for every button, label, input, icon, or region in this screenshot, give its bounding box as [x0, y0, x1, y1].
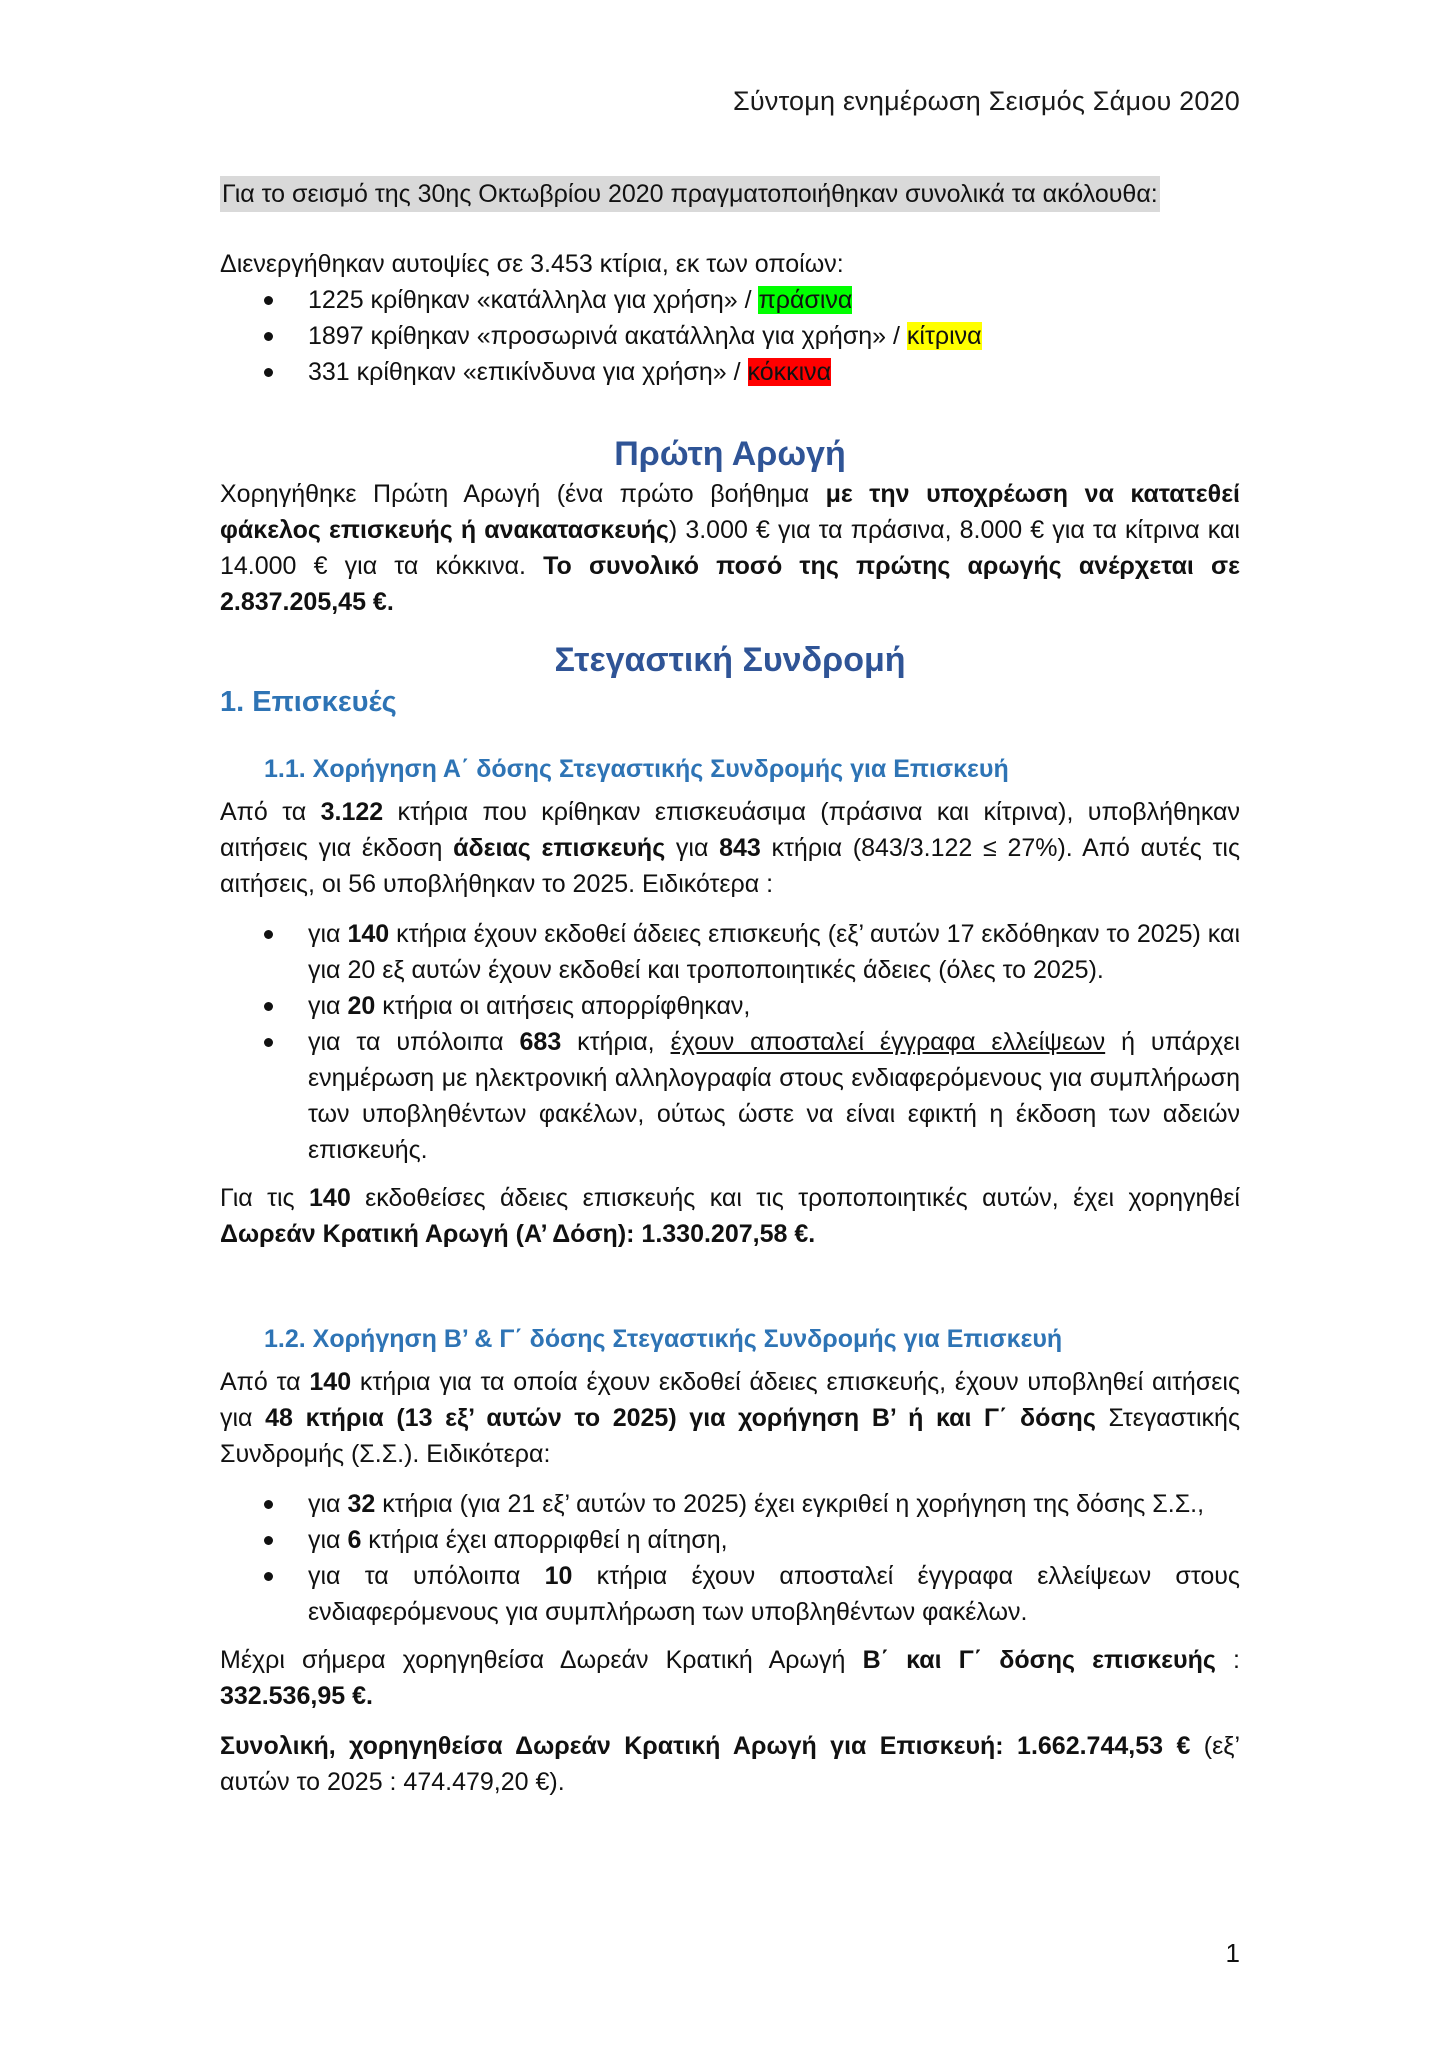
bullet-icon — [264, 368, 273, 377]
inspections-section — [220, 246, 1240, 390]
bullet-icon — [264, 296, 273, 305]
bullet-icon — [264, 1002, 273, 1011]
bullet-icon — [264, 332, 273, 341]
bullet-icon — [264, 1500, 273, 1509]
inspections-list — [220, 282, 1240, 390]
section-repairs-heading: 1. Επισκευές — [220, 686, 397, 718]
list-item: για 20 κτήρια οι αιτήσεις απορρίφθηκαν, — [220, 988, 1240, 1024]
list-item: 331 κρίθηκαν «επικίνδυνα για χρήση» / κόκκινα — [220, 354, 1240, 390]
total-repair-aid: Συνολική, χορηγηθείσα Δωρεάν Κρατική Αρωγή για Επισκευή: 1.662.744,53 € (εξ’ αυτών το 2025 : 474.479,20 €). — [220, 1732, 1241, 1796]
inspections-lead: Διενεργήθηκαν αυτοψίες σε 3.453 κτίρια, εκ των οποίων: — [220, 250, 844, 278]
page-number: 1 — [1225, 1938, 1240, 1968]
list-item: 1897 κρίθηκαν «προσωρινά ακατάλληλα για χρήση» / κίτρινα — [220, 318, 1240, 354]
underlined-text: έχουν αποσταλεί έγγραφα ελλείψεων — [670, 1028, 1106, 1056]
bullet-icon — [264, 1572, 273, 1581]
subsection-1-1-heading: 1.1. Χορήγηση Α΄ δόσης Στεγαστικής Συνδρομής για Επισκευή — [264, 755, 1009, 783]
list-item: για 140 κτήρια έχουν εκδοθεί άδειες επισκευής (εξ’ αυτών 17 εκδόθηκαν το 2025) και για 20 εξ αυτών έχουν εκδοθεί και τροποποιητικές άδειες (όλες το 2025). — [220, 916, 1240, 988]
first-aid-section — [220, 432, 1240, 620]
red-tag: κόκκινα — [747, 358, 832, 386]
bullet-icon — [264, 930, 273, 939]
subsection-1-2-paragraph: Από τα 140 κτήρια για τα οποία έχουν εκδοθεί άδειες επισκευής, έχουν υποβληθεί αιτήσεις για 48 κτήρια (13 εξ’ αυτών το 2025) για χορήγηση Β’ ή και Γ΄ δόσης Στεγαστικής Συνδρομής (Σ.Σ.). Ειδικότερα: — [220, 1368, 1241, 1468]
subsection-1-1 — [220, 752, 1240, 1252]
list-item: 1225 κρίθηκαν «κατάλληλα για χρήση» / πράσινα — [220, 282, 1240, 318]
first-aid-heading: Πρώτη Αρωγή — [614, 435, 846, 473]
first-aid-paragraph: Χορηγήθηκε Πρώτη Αρωγή (ένα πρώτο βοήθημα με την υποχρέωση να κατατεθεί φάκελος επισκευής ή ανακατασκευής) 3.000 € για τα πράσινα, 8.000 € για τα κίτρινα και 14.000 € για τα κόκκινα. Το συνολικό ποσό της πρώτης αρωγής ανέρχεται σε 2.837.205,45 €. — [220, 480, 1240, 616]
subsection-1-1-summary: Για τις 140 εκδοθείσες άδειες επισκευής και τις τροποποιητικές αυτών, έχει χορηγηθεί Δωρεάν Κρατική Αρωγή (Α’ Δόση): 1.330.207,58 €. — [220, 1184, 1240, 1248]
housing-section — [220, 638, 1240, 722]
to-date-aid: Μέχρι σήμερα χορηγηθείσα Δωρεάν Κρατική Αρωγή Β΄ και Γ΄ δόσης επισκευής : 332.536,95 €. — [220, 1646, 1240, 1710]
green-tag: πράσινα — [758, 286, 853, 314]
subsection-1-2-list — [220, 1486, 1240, 1630]
list-item: για 6 κτήρια έχει απορριφθεί η αίτηση, — [220, 1522, 1240, 1558]
bullet-icon — [264, 1038, 273, 1047]
subsection-1-2 — [220, 1322, 1240, 1800]
subsection-1-1-list — [220, 916, 1240, 1168]
intro-highlighted: Για το σεισμό της 30ης Οκτωβρίου 2020 πραγματοποιήθηκαν συνολικά τα ακόλουθα: — [220, 176, 1160, 212]
housing-heading: Στεγαστική Συνδρομή — [554, 641, 906, 679]
list-item: για 32 κτήρια (για 21 εξ’ αυτών το 2025) έχει εγκριθεί η χορήγηση της δόσης Σ.Σ., — [220, 1486, 1240, 1522]
list-item: για τα υπόλοιπα 10 κτήρια έχουν αποσταλεί έγγραφα ελλείψεων στους ενδιαφερόμενους για συμπλήρωση των υποβληθέντων φακέλων. — [220, 1558, 1240, 1630]
yellow-tag: κίτρινα — [906, 322, 982, 350]
bullet-icon — [264, 1536, 273, 1545]
subsection-1-1-paragraph: Από τα 3.122 κτήρια που κρίθηκαν επισκευάσιμα (πράσινα και κίτρινα), υποβλήθηκαν αιτήσεις για έκδοση άδειας επισκευής για 843 κτήρια (843/3.122 ≤ 27%). Από αυτές τις αιτήσεις, οι 56 υποβλήθηκαν το 2025. Ειδικότερα : — [220, 798, 1240, 898]
running-header: Σύντομη ενημέρωση Σεισμός Σάμου 2020 — [733, 86, 1240, 116]
list-item: για τα υπόλοιπα 683 κτήρια, έχουν αποσταλεί έγγραφα ελλείψεων ή υπάρχει ενημέρωση με ηλεκτρονική αλληλογραφία στους ενδιαφερόμενους για συμπλήρωση των υποβληθέντων φακέλων, ούτως ώστε να είναι εφικτή η έκδοση των αδειών επισκευής. — [220, 1024, 1240, 1168]
subsection-1-2-heading: 1.2. Χορήγηση Β’ & Γ΄ δόσης Στεγαστικής Συνδρομής για Επισκευή — [264, 1325, 1063, 1353]
